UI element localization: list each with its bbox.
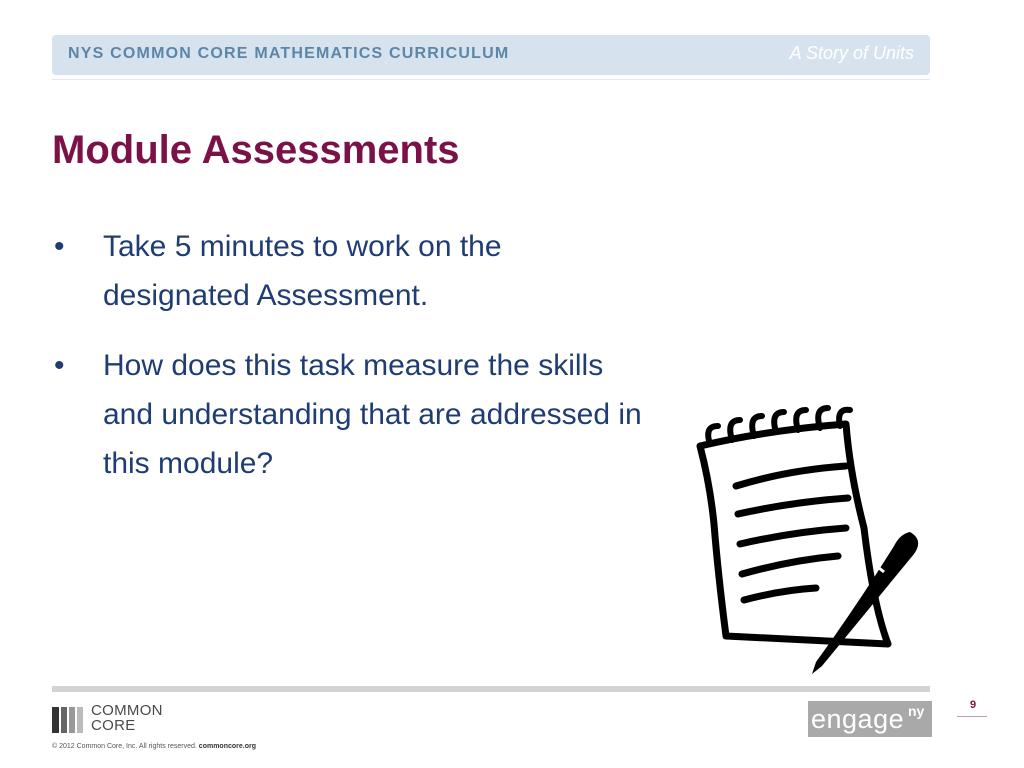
page-number-underline: [957, 716, 987, 717]
bullet-list: [52, 222, 652, 509]
common-core-logo: [52, 703, 192, 737]
page-number: 9: [969, 699, 977, 711]
slide-title: Module Assessments: [52, 128, 460, 172]
copyright-text: © 2012 Common Core, Inc. All rights reserved.: [52, 743, 197, 750]
engage-wordmark: engage: [811, 704, 905, 734]
copyright-link[interactable]: commoncore.org: [198, 743, 256, 750]
logo-line-2: CORE: [91, 717, 136, 734]
bullet-text: How does this task measure the skills and understanding that are addressed in this module?: [103, 349, 642, 480]
bullet-item: [52, 341, 652, 488]
curriculum-title: NYS COMMON CORE MATHEMATICS CURRICULUM: [68, 45, 510, 62]
bullet-text: Take 5 minutes to work on the designated Assessment.: [103, 230, 502, 312]
bullet-marker: •: [54, 349, 65, 382]
header-bar: [52, 35, 930, 75]
bullet-marker: •: [54, 230, 65, 263]
footer-divider: [52, 686, 930, 692]
copyright-notice: [52, 743, 256, 750]
bullet-item: [52, 222, 652, 320]
logo-line-1: COMMON: [91, 702, 163, 719]
notepad-with-pen-icon: [688, 404, 928, 679]
series-title: A Story of Units: [789, 43, 914, 63]
header-divider: [52, 79, 930, 80]
common-core-bars-icon: [52, 705, 86, 733]
engage-superscript: ny: [908, 703, 925, 719]
engage-ny-logo: [808, 701, 932, 737]
common-core-wordmark: [91, 703, 163, 733]
